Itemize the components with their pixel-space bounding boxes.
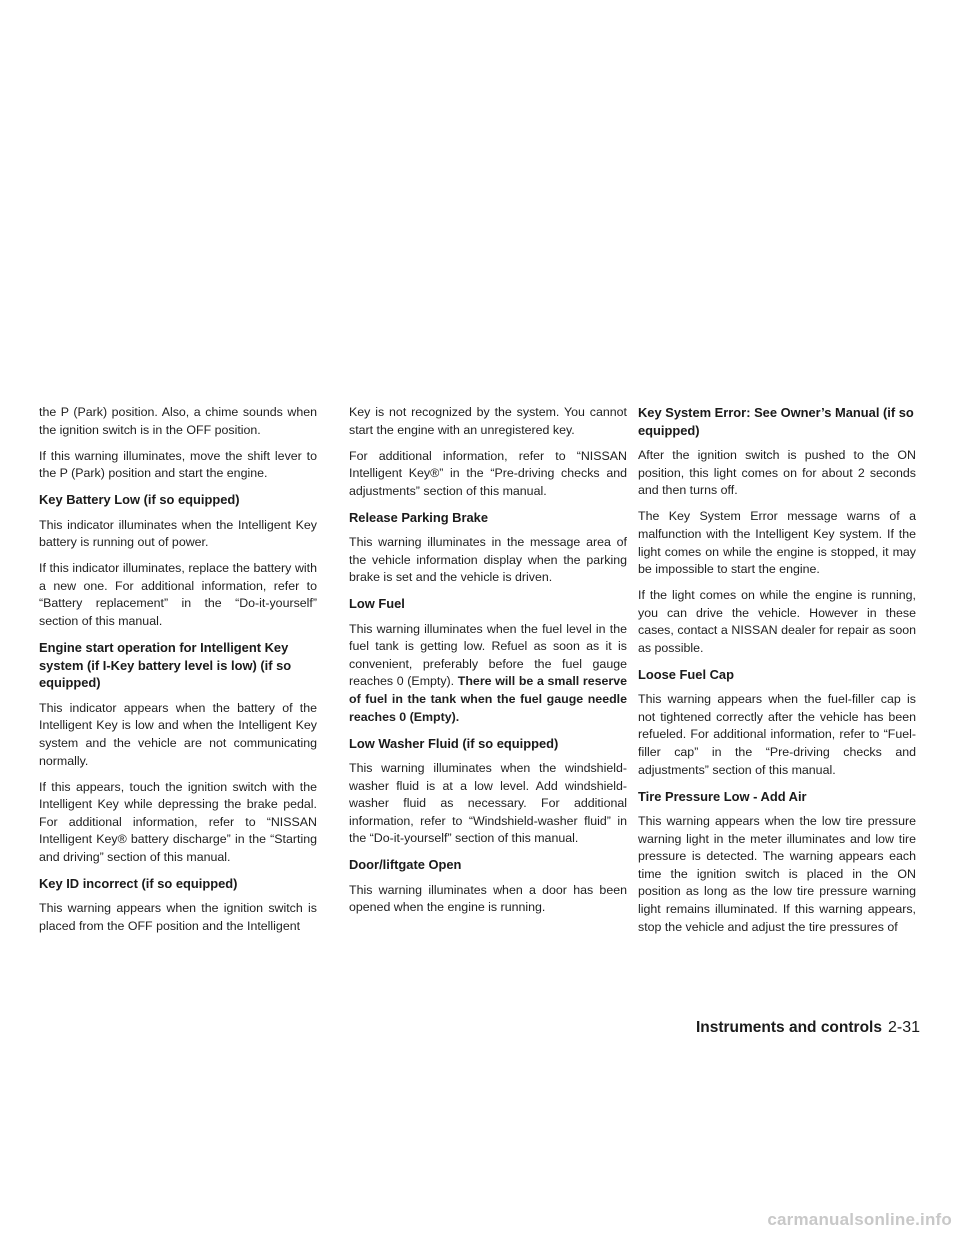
paragraph: If this indicator illuminates, replace the battery with a new one. For additional information, refer to “Battery replacement” in the “Do-it-yourself” section of this manual.	[39, 561, 317, 628]
heading-loose-fuel-cap: Loose Fuel Cap	[638, 666, 734, 682]
page-footer	[696, 1019, 920, 1037]
column-3	[638, 404, 916, 945]
paragraph: If this warning illuminates, move the shift lever to the P (Park) position and start the engine.	[39, 448, 317, 481]
paragraph: For additional information, refer to “NISSAN Intelligent Key®” in the “Pre-driving checks and adjustments” section of this manual.	[349, 448, 627, 498]
heading-release-parking-brake: Release Parking Brake	[349, 509, 489, 525]
paragraph: This indicator illuminates when the Intelligent Key battery is running out of power.	[39, 517, 317, 550]
paragraph-text: This warning illuminates when the fuel level in the fuel tank is getting low. Refuel as soon as it is convenient, preferably before the fuel gauge reaches 0 (Empty).	[349, 621, 627, 689]
paragraph: This indicator appears when the battery of the Intelligent Key is low and when the Intelligent Key system and the vehicle are not communicating normally.	[39, 700, 317, 768]
paragraph-low-fuel	[349, 621, 627, 727]
heading-low-washer-fluid: Low Washer Fluid (if so equipped)	[349, 735, 559, 751]
column-2	[349, 404, 627, 925]
paragraph: After the ignition switch is pushed to the ON position, this light comes on for about 2 seconds and then turns off.	[638, 448, 916, 498]
paragraph: If this appears, touch the ignition switch with the Intelligent Key while depressing the brake pedal. For additional information, refer to “NISSAN Intelligent Key® battery discharge” in the “Starting and driving” section of this manual.	[39, 779, 317, 865]
bold-warning-text: There will be a small reserve of fuel in the tank when the fuel gauge needle reaches 0 (Empty).	[349, 674, 627, 724]
page-number: 2-31	[887, 1019, 920, 1036]
heading-engine-start-operation: Engine start operation for Intelligent Key system (if I-Key battery level is low) (if so equipped)	[39, 639, 292, 691]
paragraph: This warning appears when the low tire pressure warning light in the meter illuminates and low tire pressure is detected. The warning appears each time the ignition switch is placed in the ON position as long as the low tire pressure warning light remains illuminated. If this warning appears, stop the vehicle and adjust the tire pressures of	[638, 814, 916, 934]
paragraph: If the light comes on while the engine is running, you can drive the vehicle. However in these cases, contact a NISSAN dealer for repair as soon as possible.	[638, 588, 916, 655]
heading-door-liftgate-open: Door/liftgate Open	[349, 857, 462, 873]
heading-key-id-incorrect: Key ID incorrect (if so equipped)	[39, 876, 238, 891]
watermark: carmanualsonline.info	[767, 1210, 952, 1229]
paragraph: The Key System Error message warns of a malfunction with the Intelligent Key system. If the light comes on while the engine is stopped, it may be impossible to start the engine.	[638, 509, 916, 577]
paragraph: This warning appears when the fuel-filler cap is not tightened correctly after the vehicle has been refueled. For additional information, refer to “Fuel-filler cap” in the “Pre-driving checks and adjustments” section of this manual.	[638, 692, 916, 777]
heading-key-system-error: Key System Error: See Owner’s Manual (if so equipped)	[638, 405, 914, 438]
footer-section-title: Instruments and controls	[695, 1019, 882, 1036]
paragraph: This warning illuminates when the windshield-washer fluid is at a low level. Add windshield-washer fluid as necessary. For additional information, refer to “Windshield-washer fluid” in the “Do-it-yourself” section of this manual.	[349, 761, 627, 846]
paragraph: This warning appears when the ignition switch is placed from the OFF position and the Intelligent	[39, 901, 317, 933]
heading-low-fuel: Low Fuel	[349, 596, 405, 612]
paragraph: This warning illuminates in the message area of the vehicle information display when the parking brake is set and the vehicle is driven.	[349, 535, 627, 585]
column-1	[39, 404, 317, 944]
heading-tire-pressure-low: Tire Pressure Low - Add Air	[638, 788, 807, 804]
paragraph: This warning illuminates when a door has been opened when the engine is running.	[349, 882, 627, 915]
paragraph: the P (Park) position. Also, a chime sounds when the ignition switch is in the OFF position.	[39, 405, 317, 437]
heading-key-battery-low: Key Battery Low (if so equipped)	[39, 492, 240, 508]
paragraph: Key is not recognized by the system. You cannot start the engine with an unregistered key.	[349, 405, 627, 437]
